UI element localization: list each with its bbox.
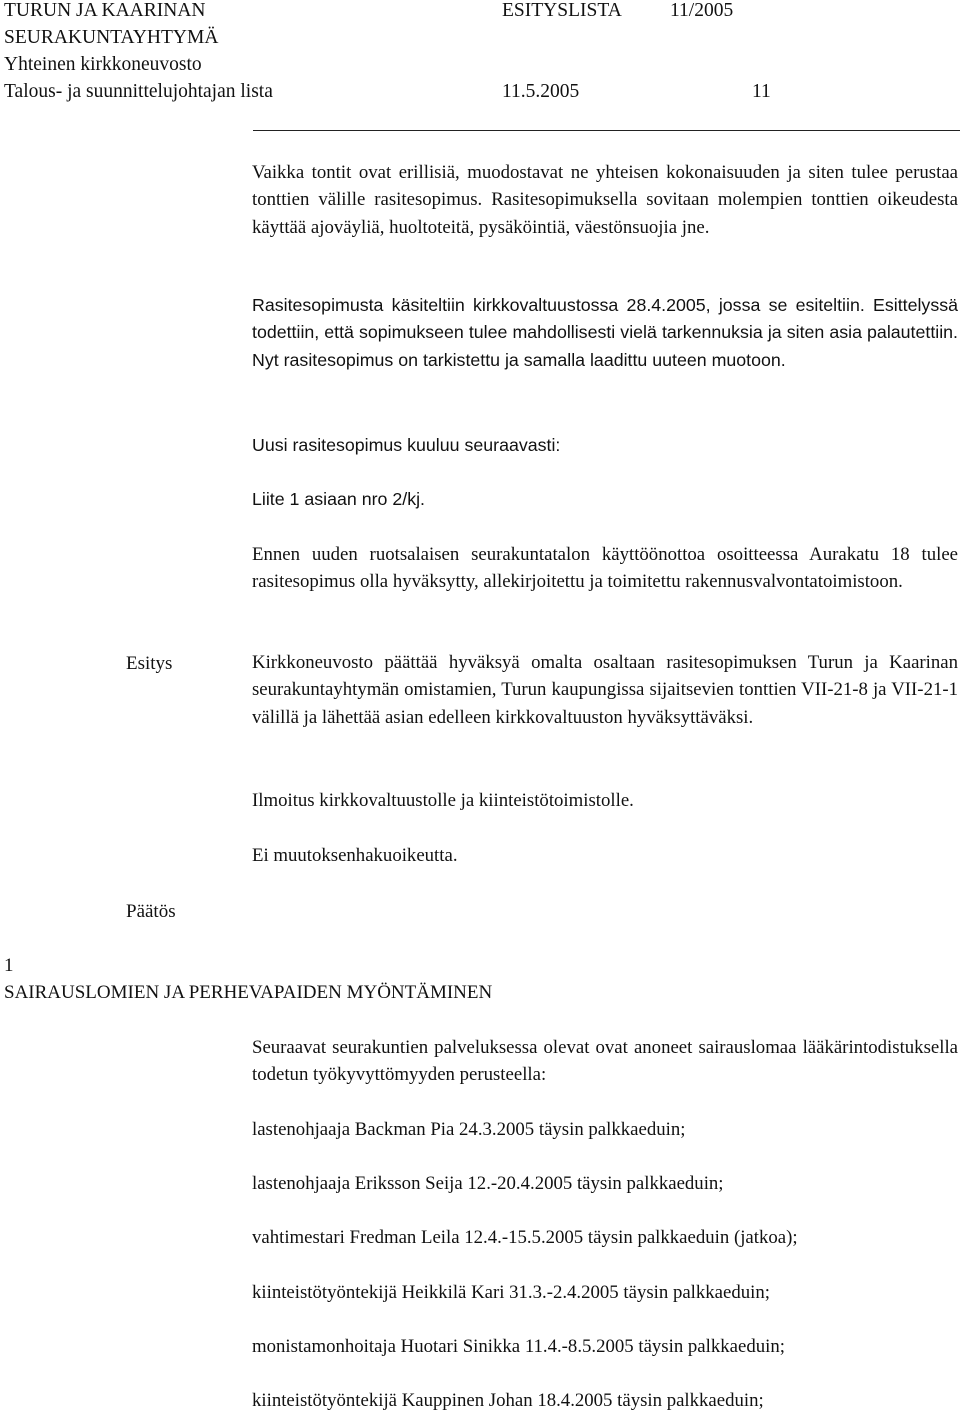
leave-item: kiinteistötyöntekijä Heikkilä Kari 31.3.-2.4.2005 täysin palkkaeduin;: [252, 1282, 770, 1303]
leave-item: lastenohjaaja Eriksson Seija 12.-20.4.2005 täysin palkkaeduin;: [252, 1173, 724, 1194]
paragraph-council-review-text: Rasitesopimusta käsiteltiin kirkkovaltuustossa 28.4.2005, jossa se esiteltiin. Esittelyssä todettiin, että sopimukseen tulee mahdollisesti vielä tarkennuksia ja siten asia palautettiin. Nyt rasitesopimus on tarkistettu ja samalla laadittu uuteen muotoon.: [252, 295, 958, 370]
proposal-text: Kirkkoneuvosto päättää hyväksyä omalta osaltaan rasitesopimuksen Turun ja Kaarinan seurakuntayhtymän omistamien, Turun kaupungissa sijaitsevien tonttien VII-21-8 ja VII-21-1 välillä ja lähettää asian edelleen kirkkovaltuuston hyväksyttäväksi.: [252, 652, 958, 728]
leave-item: vahtimestari Fredman Leila 12.4.-15.5.2005 täysin palkkaeduin (jatkoa);: [252, 1227, 798, 1248]
section-intro: Seuraavat seurakuntien palveluksessa olevat ovat anoneet sairauslomaa lääkärintodistuksella todetun työkyvyttömyyden perusteella:: [252, 1037, 958, 1086]
leave-item: kiinteistötyöntekijä Kauppinen Johan 18.4.2005 täysin palkkaeduin;: [252, 1390, 764, 1411]
paragraph-new-agreement-text: Uusi rasitesopimus kuuluu seuraavasti:: [252, 435, 561, 455]
leave-item: monistamonhoitaja Huotari Sinikka 11.4.-8.5.2005 täysin palkkaeduin;: [252, 1336, 785, 1357]
paragraph-new-agreement: [252, 432, 958, 459]
list-owner-line: Talous- ja suunnittelujohtajan lista: [4, 81, 273, 102]
appeal-line: Ei muutoksenhakuoikeutta.: [252, 845, 458, 866]
notice-line: Ilmoitus kirkkovaltuustolle ja kiinteistötoimistolle.: [252, 790, 634, 811]
doc-number: 11/2005: [670, 0, 734, 21]
decision-label: Päätös: [126, 901, 176, 922]
paragraph-attachment: [252, 486, 958, 513]
org-body-line: Yhteinen kirkkoneuvosto: [4, 54, 202, 75]
paragraph-deadline: Ennen uuden ruotsalaisen seurakuntatalon käyttöönottoa osoitteessa Aurakatu 18 tulee rasitesopimus olla hyväksytty, allekirjoitettu ja toimitettu rakennusvalvontatoimistoon.: [252, 544, 958, 593]
proposal-label: Esitys: [126, 653, 173, 674]
paragraph-attachment-text: Liite 1 asiaan nro 2/kj.: [252, 489, 425, 509]
section-title: SAIRAUSLOMIEN JA PERHEVAPAIDEN MYÖNTÄMINEN: [4, 982, 493, 1003]
paragraph-council-review: [252, 292, 958, 374]
org-name-line1: TURUN JA KAARINAN: [4, 0, 206, 21]
meeting-date: 11.5.2005: [502, 81, 580, 102]
paragraph-background: Vaikka tontit ovat erillisiä, muodostavat ne yhteisen kokonaisuuden ja siten tulee perustaa tonttien välille rasitesopimus. Rasitesopimuksella sovitaan molempien tonttien oikeudesta käyttää ajoväyliä, huoltoteitä, pysäköintiä, väestönsuojia jne.: [252, 162, 958, 238]
doc-type: ESITYSLISTA: [502, 0, 622, 21]
section-number: 1: [4, 955, 14, 976]
leave-item: lastenohjaaja Backman Pia 24.3.2005 täysin palkkaeduin;: [252, 1119, 686, 1140]
header-divider: [253, 130, 960, 131]
page-number: 11: [752, 81, 771, 102]
org-name-line2: SEURAKUNTAYHTYMÄ: [4, 27, 219, 48]
